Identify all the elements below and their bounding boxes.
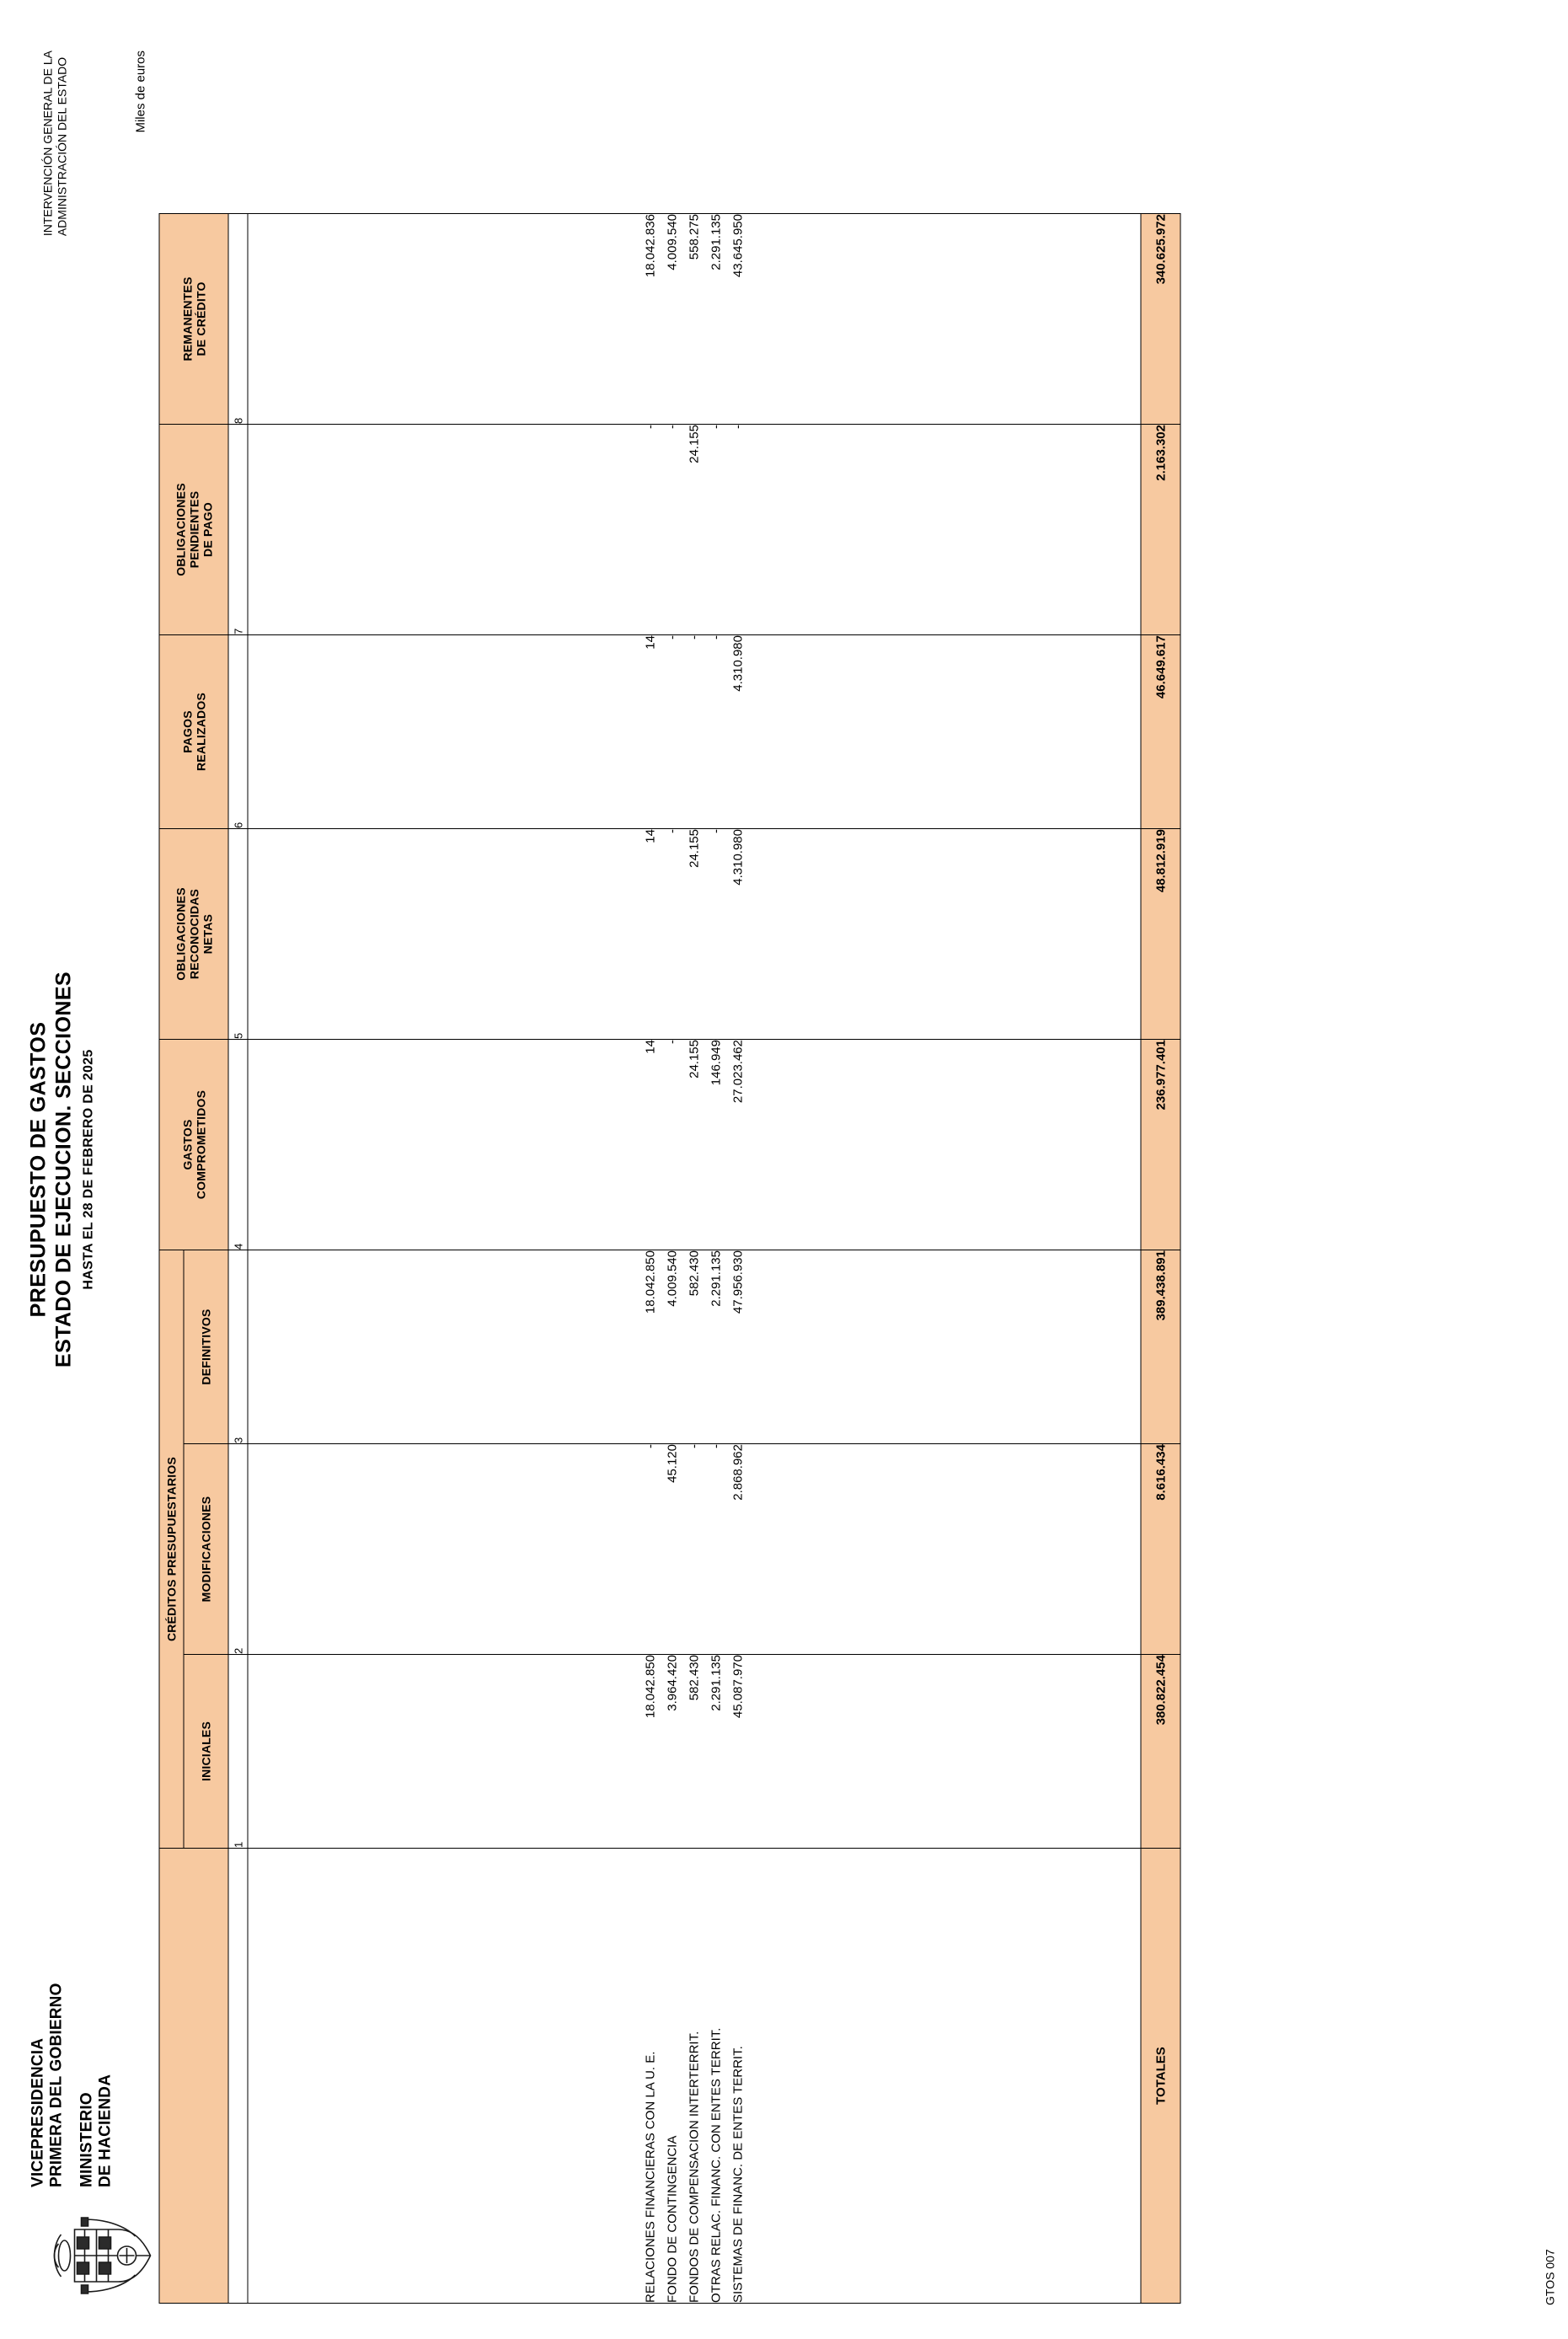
cell-obligaciones-netas: - (665, 829, 679, 833)
cell-iniciales: 3.964.420 (665, 1655, 679, 1711)
header-iniciales: INICIALES (184, 1655, 228, 1849)
cell-pagos: 14 (643, 635, 657, 650)
igae-line-1: INTERVENCIÓN GENERAL DE LA (40, 51, 54, 237)
group-header-creditos: CRÉDITOS PRESUPUESTARIOS (159, 1250, 184, 1849)
cell-iniciales: 582.430 (687, 1655, 701, 1701)
title-line-1: PRESUPUESTO DE GASTOS (26, 1021, 50, 1318)
title-subtitle: HASTA EL 28 DE FEBRERO DE 2025 (81, 1049, 95, 1290)
totals-remanentes: 340.625.972 (1141, 214, 1180, 425)
table-row (727, 1849, 749, 2303)
cell-modificaciones: - (643, 1444, 657, 1448)
cell-pendientes: - (665, 425, 679, 429)
cell-remanentes: 43.645.950 (730, 214, 745, 278)
cell-gastos-comprometidos: 27.023.462 (730, 1040, 745, 1104)
totals-obligaciones-netas: 48.812.919 (1141, 829, 1180, 1040)
cell-pagos: 4.310.980 (730, 635, 745, 692)
table-row (661, 1849, 683, 2303)
header-pagos-l2: REALIZADOS (193, 693, 207, 771)
body-remanentes (248, 214, 1141, 425)
header-definitivos: DEFINITIVOS (184, 1250, 228, 1444)
header-obligaciones-netas-l1: OBLIGACIONES (173, 887, 187, 981)
cell-gastos-comprometidos: - (665, 1040, 679, 1044)
header-gastos-comprometidos (159, 1040, 228, 1250)
header-pendientes-l2: PENDIENTES (186, 490, 201, 569)
cell-iniciales: 2.291.135 (709, 1655, 723, 1711)
body-pagos-realizados (248, 635, 1141, 829)
cell-obligaciones-netas: - (709, 829, 723, 833)
colnum-7: 7 (228, 425, 248, 635)
colnum-6: 6 (228, 635, 248, 829)
header-pagos-realizados (159, 635, 228, 829)
cell-definitivos: 18.042.850 (643, 1250, 657, 1314)
cell-gastos-comprometidos: 146.949 (709, 1040, 723, 1086)
cell-modificaciones: - (687, 1444, 701, 1448)
totals-gastos-comprometidos: 236.977.401 (1141, 1040, 1180, 1250)
table-row (640, 1849, 661, 2303)
cell-iniciales: 45.087.970 (730, 1655, 745, 1719)
cell-definitivos: 47.956.930 (730, 1250, 745, 1314)
organisation-block (29, 1983, 115, 2187)
cell-pendientes: - (643, 425, 657, 429)
row-concept: RELACIONES FINANCIERAS CON LA U. E. (643, 2051, 657, 2303)
header-obligaciones-pendientes (159, 425, 228, 635)
header-remanentes-l2: DE CRÉDITO (193, 281, 207, 356)
cell-obligaciones-netas: 4.310.980 (730, 829, 745, 886)
colnum-4: 4 (228, 1040, 248, 1250)
totals-pagos: 46.649.617 (1141, 635, 1180, 829)
colnum-blank (228, 1849, 248, 2304)
header-modificaciones: MODIFICACIONES (184, 1444, 228, 1655)
org-line-4: DE HACIENDA (96, 2074, 114, 2187)
colnum-8: 8 (228, 214, 248, 425)
cell-modificaciones: - (709, 1444, 723, 1448)
igae-block (40, 51, 69, 236)
column-number-row (228, 214, 248, 2304)
totals-modificaciones: 8.616.434 (1141, 1444, 1180, 1655)
org-line-3: MINISTERIO (78, 2092, 95, 2187)
cell-remanentes: 18.042.836 (643, 214, 657, 278)
cell-modificaciones: 45.120 (665, 1444, 679, 1483)
cell-pagos: - (687, 635, 701, 640)
form-code: GTOS 007 (1543, 2249, 1556, 2305)
table-group-header-row (159, 214, 184, 2304)
cell-pendientes: - (709, 425, 723, 429)
table-row (683, 1849, 705, 2303)
cell-gastos-comprometidos: 24.155 (687, 1040, 701, 1079)
execution-table (158, 213, 1180, 2304)
colnum-1: 1 (228, 1655, 248, 1849)
body-gastos-comprometidos (248, 1040, 1141, 1250)
cell-pendientes: - (730, 425, 745, 429)
totals-label: TOTALES (1141, 1849, 1180, 2304)
totals-definitivos: 389.438.891 (1141, 1250, 1180, 1444)
table-body-row (248, 214, 1141, 2304)
cell-remanentes: 558.275 (687, 214, 701, 260)
body-obligaciones-netas (248, 829, 1141, 1040)
header-gastos-comprometidos-l1: GASTOS (179, 1119, 194, 1170)
body-concepts (248, 1849, 1141, 2304)
concept-header-cell (159, 1849, 228, 2304)
body-obligaciones-pendientes (248, 425, 1141, 635)
body-modificaciones (248, 1444, 1141, 1655)
header-pendientes-l3: DE PAGO (200, 502, 214, 557)
header-pagos-l1: PAGOS (179, 710, 194, 753)
row-concept: SISTEMAS DE FINANC. DE ENTES TERRIT. (730, 2046, 745, 2303)
header-obligaciones-netas-l3: NETAS (200, 913, 214, 955)
coat-of-arms-icon (49, 2209, 158, 2302)
header-remanentes-l1: REMANENTES (179, 276, 194, 361)
header-obligaciones-netas-l2: RECONOCIDAS (186, 888, 201, 980)
header-obligaciones-netas (159, 829, 228, 1040)
body-definitivos (248, 1250, 1141, 1444)
cell-definitivos: 582.430 (687, 1250, 701, 1297)
header-pendientes-l1: OBLIGACIONES (173, 483, 187, 576)
cell-remanentes: 4.009.540 (665, 214, 679, 270)
colnum-2: 2 (228, 1444, 248, 1655)
title-line-2: ESTADO DE EJECUCION. SECCIONES (51, 971, 75, 1368)
row-concept: OTRAS RELAC. FINANC. CON ENTES TERRIT. (709, 2027, 723, 2303)
colnum-5: 5 (228, 829, 248, 1040)
org-line-1: VICEPRESIDENCIA (29, 2037, 46, 2187)
org-line-2: PRIMERA DEL GOBIERNO (47, 1983, 65, 2187)
row-concept: FONDOS DE COMPENSACION INTERTERRIT. (687, 2031, 701, 2303)
units-label: Miles de euros (133, 51, 147, 133)
cell-pagos: - (665, 635, 679, 640)
cell-pendientes: 24.155 (687, 425, 701, 463)
cell-remanentes: 2.291.135 (709, 214, 723, 270)
row-concept: FONDO DE CONTINGENCIA (665, 2135, 679, 2303)
totals-pendientes: 2.163.302 (1141, 425, 1180, 635)
cell-definitivos: 2.291.135 (709, 1250, 723, 1307)
cell-iniciales: 18.042.850 (643, 1655, 657, 1719)
header-remanentes-credito (159, 214, 228, 425)
cell-pagos: - (709, 635, 723, 640)
totals-iniciales: 380.822.454 (1141, 1655, 1180, 1849)
cell-obligaciones-netas: 14 (643, 829, 657, 843)
table-row (705, 1849, 727, 2303)
cell-modificaciones: 2.868.962 (730, 1444, 745, 1501)
cell-definitivos: 4.009.540 (665, 1250, 679, 1307)
cell-obligaciones-netas: 24.155 (687, 829, 701, 868)
body-iniciales (248, 1655, 1141, 1849)
igae-line-2: ADMINISTRACIÓN DEL ESTADO (55, 56, 68, 237)
colnum-3: 3 (228, 1250, 248, 1444)
cell-gastos-comprometidos: 14 (643, 1040, 657, 1054)
header-gastos-comprometidos-l2: COMPROMETIDOS (193, 1089, 207, 1200)
totals-row (1141, 214, 1180, 2304)
